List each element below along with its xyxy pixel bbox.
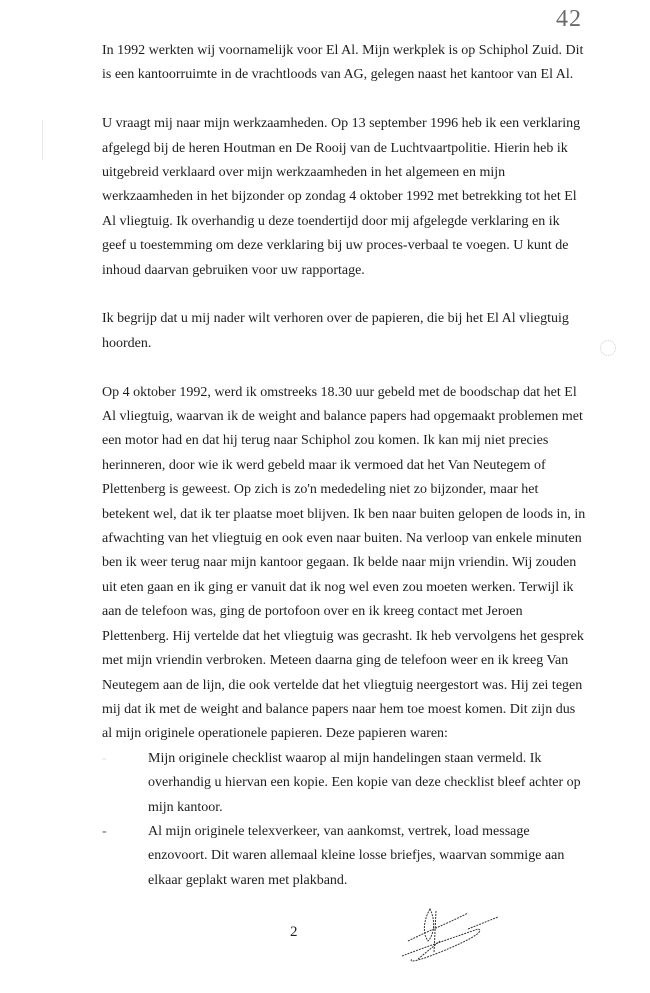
list-item bbox=[102, 820, 586, 893]
paragraph: Op 4 oktober 1992, werd ik omstreeks 18.30 uur gebeld met de boodschap dat het El Al vliegtuig, waarvan ik de weight and balance papers had opgemaakt problemen met een motor had en dat hij terug naar Schiphol zou komen. Ik kan mij niet precies herinneren, door wie ik werd gebeld maar ik vermoed dat het Van Neutegem of Plettenberg is geweest. Op zich is zo'n mededeling niet zo bijzonder, maar het betekent wel, dat ik ter plaatse moet blijven. Ik ben naar buiten gelopen de loods in, in afwachting van het vliegtuig en ook even naar buiten. Na verloop van enkele minuten ben ik weer terug naar mijn kantoor gegaan. Ik belde naar mijn vriendin. Wij zouden uit eten gaan en ik ging er vanuit dat ik nog wel even zou moeten werken. Terwijl ik aan de telefoon was, ging de portofoon over en ik kreeg contact met Jeroen Plettenberg. Hij vertelde dat het vliegtuig was gecrasht. Ik heb vervolgens het gesprek met mijn vriendin verbroken. Meteen daarna ging de telefoon weer en ik kreeg Van Neutegem aan de lijn, die ook vertelde dat het vliegtuig neergestort was. Hij zei tegen mij dat ik met de weight and balance papers naar hem toe moest komen. Dit zijn dus al mijn originele operationele papieren. Deze papieren waren: bbox=[102, 384, 586, 742]
list-item bbox=[102, 747, 586, 820]
page-number-top: 42 bbox=[556, 6, 582, 32]
paragraph: U vraagt mij naar mijn werkzaamheden. Op 13 september 1996 heb ik een verklaring afgelegd bij de heren Houtman en De Rooij van de Luchtvaartpolitie. Hierin heb ik uitgebreid verklaard over mijn werkzaamheden in het algemeen en mijn werkzaamheden in het bijzonder op zondag 4 oktober 1992 met betrekking tot het El Al vliegtuig. Ik overhandig u deze toendertijd door mij afgelegde verklaring en ik geef u toestemming om deze verklaring bij uw proces-verbaal te voegen. U kunt de inhoud daarvan gebruiken voor uw rapportage. bbox=[102, 116, 581, 278]
dash-bullet-icon: - bbox=[102, 750, 107, 766]
paragraph: In 1992 werkten wij voornamelijk voor El Al. Mijn werkplek is op Schiphol Zuid. Dit is een kantoorruimte in de vrachtloods van AG, gelegen naast het kantoor van El Al. bbox=[102, 43, 584, 83]
list-item-text: Mijn originele checklist waarop al mijn handelingen staan vermeld. Ik overhandig u hiervan een kopie. Een kopie van deze checklist bleef achter op mijn kantoor. bbox=[148, 750, 581, 815]
paragraph: Ik begrijp dat u mij nader wilt verhoren over de papieren, die bij het El Al vliegtuig hoorden. bbox=[102, 311, 569, 351]
page-number-bottom: 2 bbox=[290, 924, 298, 940]
dash-bullet-icon: - bbox=[102, 823, 107, 839]
document-body bbox=[102, 39, 586, 893]
page-footer bbox=[0, 901, 650, 983]
list-item-text: Al mijn originele telexverkeer, van aankomst, vertrek, load message enzovoort. Dit waren allemaal kleine losse briefjes, waarvan sommige aan elkaar geplakt waren met plakband. bbox=[148, 823, 565, 888]
bullet-list bbox=[102, 747, 586, 893]
signature-icon bbox=[398, 901, 518, 981]
scan-noise bbox=[42, 120, 43, 160]
scan-noise bbox=[600, 340, 616, 356]
